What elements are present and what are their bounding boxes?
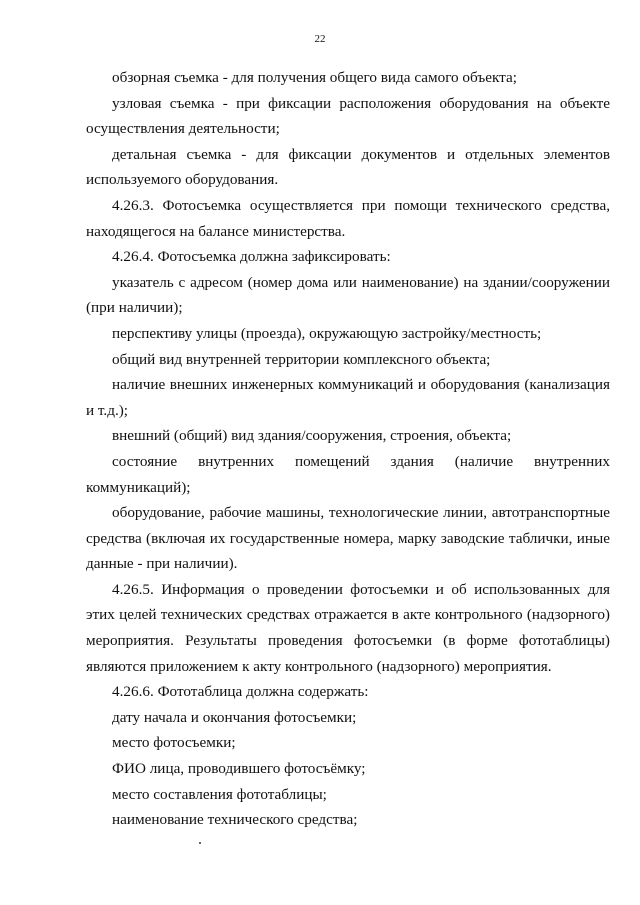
paragraph-4-26-5: 4.26.5. Информация о проведении фотосъемки и об использованных для этих целей технических средствах отражается в акте контрольного (надзорного) мероприятия. Результаты проведения фотосъемки (в форме фототаблицы) являются приложением к акту контрольного (надзорного) мероприятия. [86, 580, 610, 675]
list-item-survey-place: место фотосъемки; [112, 734, 236, 752]
paragraph-4-26-4: 4.26.4. Фотосъемка должна зафиксировать: [112, 248, 391, 266]
paragraph-4-26-6: 4.26.6. Фототаблица должна содержать: [112, 683, 369, 701]
list-item-building-exterior: внешний (общий) вид здания/сооружения, строения, объекта; [112, 427, 512, 445]
paragraph-overview-survey: обзорная съемка - для получения общего вида самого объекта; [112, 69, 517, 86]
list-item-interior-condition: состояние внутренних помещений здания (наличие внутренних коммуникаций); [86, 452, 610, 496]
paragraph-node-survey: узловая съемка - при фиксации расположения оборудования на объекте осуществления деятельности; [86, 94, 610, 138]
list-item-photographer-name: ФИО лица, проводившего фотосъёмку; [112, 760, 366, 778]
list-item-survey-dates: дату начала и окончания фотосъемки; [112, 708, 357, 726]
list-item-external-utilities: наличие внешних инженерных коммуникаций и оборудования (канализация и т.д.); [86, 376, 610, 419]
list-item-table-place: место составления фототаблицы; [112, 785, 327, 803]
document-body [86, 65, 610, 833]
list-item-street-perspective: перспективу улицы (проезда), окружающую застройку/местность; [112, 324, 542, 342]
list-item-equipment-vehicles: оборудование, рабочие машины, технологические линии, автотранспортные средства (включая их государственные номера, марку заводские таблички, иные данные - при наличии). [86, 504, 610, 573]
paragraph-4-26-3: 4.26.3. Фотосъемка осуществляется при помощи технического средства, находящегося на балансе министерства. [86, 196, 610, 240]
list-item-territory-view: общий вид внутренней территории комплексного объекта; [112, 350, 491, 368]
page-number: 22 [314, 33, 326, 45]
list-item-address-sign: указатель с адресом (номер дома или наименование) на здании/сооружении (при наличии); [86, 273, 610, 317]
scan-speck [199, 842, 201, 844]
paragraph-detail-survey: детальная съемка - для фиксации документов и отдельных элементов используемого оборудования. [86, 145, 610, 189]
list-item-device-name: наименование технического средства; [112, 811, 358, 829]
